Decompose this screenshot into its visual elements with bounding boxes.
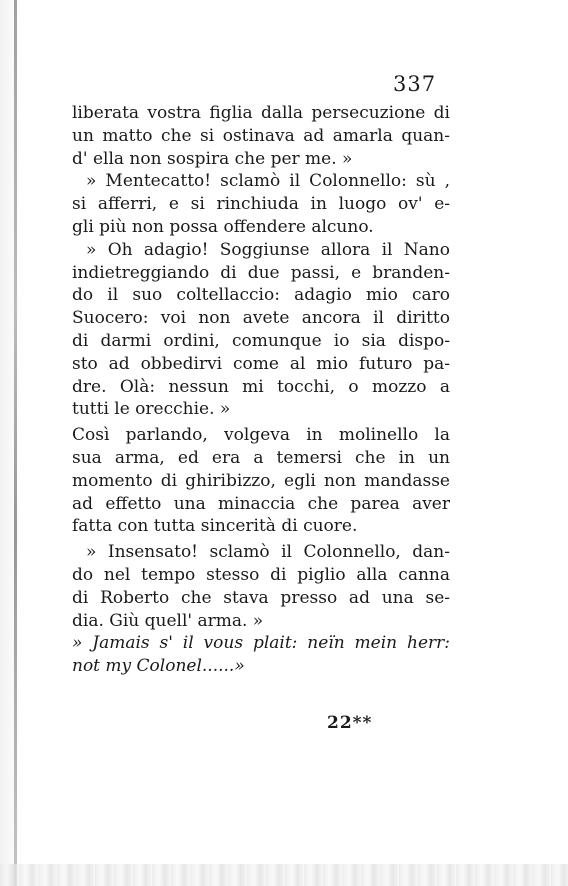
text-line: Suocero: voi non avete ancora il diritto bbox=[72, 308, 450, 329]
text-line: ad effetto una minaccia che parea aver bbox=[72, 493, 450, 514]
page-binding-edge bbox=[14, 0, 17, 886]
signature-mark: 22** bbox=[327, 713, 373, 733]
page-number: 337 bbox=[393, 72, 437, 96]
text-line: sto ad obbedirvi come al mio futuro pa- bbox=[72, 353, 450, 374]
text-line: sua arma, ed era a temersi che in un bbox=[72, 447, 450, 468]
text-line: indietreggiando di due passi, e branden- bbox=[72, 262, 450, 283]
text-line: gli più non possa offendere alcuno. bbox=[72, 216, 374, 237]
text-line: » Insensato! sclamò il Colonnello, dan- bbox=[86, 542, 450, 563]
text-line: si afferri, e si rinchiuda in luogo ov' e- bbox=[72, 194, 450, 215]
text-line: di Roberto che stava presso ad una se- bbox=[72, 587, 450, 608]
text-line: di darmi ordini, comunque io sia dispo- bbox=[72, 330, 450, 351]
text-line: dre. Olà: nessun mi tocchi, o mozzo a bbox=[72, 376, 450, 397]
text-line: do nel tempo stesso di piglio alla canna bbox=[72, 564, 450, 585]
text-line: dia. Giù quell' arma. » bbox=[72, 610, 264, 631]
text-line: momento di ghiribizzo, egli non mandasse bbox=[72, 470, 450, 491]
text-line: un matto che si ostinava ad amarla quan- bbox=[72, 125, 450, 146]
text-line: » Jamais s' il vous plait: neïn mein herr: bbox=[72, 633, 450, 654]
text-line: fatta con tutta sincerità di cuore. bbox=[72, 516, 358, 537]
text-line: liberata vostra figlia dalla persecuzione di bbox=[72, 103, 450, 123]
text-line: do il suo coltellaccio: adagio mio caro bbox=[72, 285, 450, 306]
page-bottom-edge bbox=[0, 864, 568, 886]
text-line: » Mentecatto! sclamò il Colonnello: sù , bbox=[86, 171, 450, 192]
text-line: » Oh adagio! Soggiunse allora il Nano bbox=[86, 239, 450, 260]
text-line: Così parlando, volgeva in molinello la bbox=[72, 425, 450, 446]
text-line: d' ella non sospira che per me. » bbox=[72, 148, 353, 169]
text-line: not my Colonel......» bbox=[72, 656, 245, 677]
text-line: tutti le orecchie. » bbox=[72, 399, 231, 420]
body-text bbox=[72, 102, 450, 678]
